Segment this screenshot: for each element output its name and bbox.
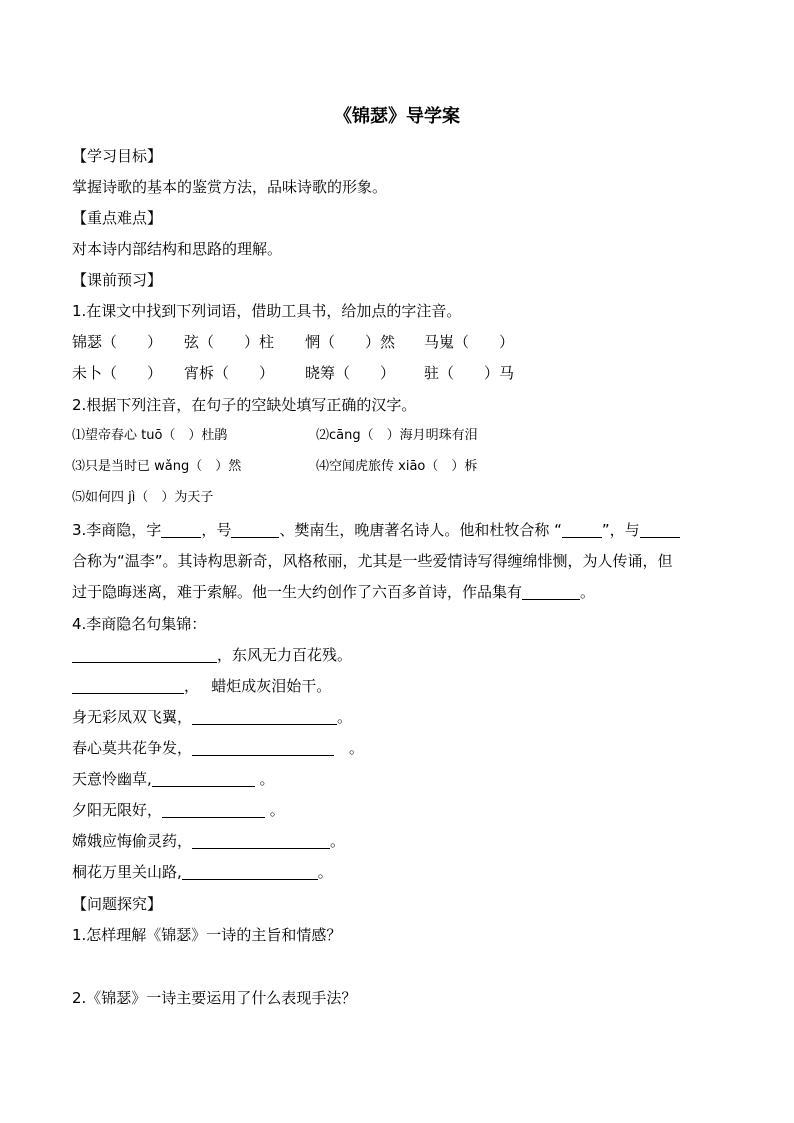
answer-blank[interactable] [192, 708, 337, 725]
quote-text: 夕阳无限好， [72, 801, 163, 819]
quote-text: 桐花万里关山路, [72, 863, 182, 881]
quote-text: 。 [254, 770, 275, 788]
q2-item: ⑶只是当时已 wǎng（ ）然 [72, 459, 242, 474]
q3-text: ，号 [201, 521, 232, 539]
q2-prompt: 2.根据下列注音，在句子的空缺处填写正确的汉字。 [72, 396, 417, 414]
q3-line1 [72, 520, 680, 540]
key-heading: 【重点难点】 [72, 209, 163, 227]
quote-line [72, 645, 352, 665]
quote-line [72, 707, 352, 727]
quote-line [72, 676, 331, 696]
quote-text: 。 [265, 801, 285, 819]
quote-line [72, 831, 345, 851]
q3-text: 3.李商隐，字 [72, 521, 162, 539]
answer-blank[interactable] [152, 770, 255, 787]
inquiry-q1: 1.怎样理解《锦瑟》一诗的主旨和情感？ [72, 926, 342, 944]
preview-heading: 【课前预习】 [72, 271, 163, 289]
quote-text: 天意怜幽草, [72, 770, 152, 788]
answer-blank[interactable] [522, 583, 580, 600]
q1-word: 弦（ ）柱 [184, 333, 275, 351]
q1-word: 宵柝（ ） [184, 364, 275, 382]
q3-text: ”，与 [601, 521, 640, 539]
quote-text: ， 蜡炬成灰泪始干。 [184, 677, 332, 695]
goal-text: 掌握诗歌的基本的鉴赏方法，品味诗歌的形象。 [72, 178, 388, 196]
page-title: 《锦瑟》导学案 [334, 106, 460, 127]
answer-blank[interactable] [562, 521, 602, 538]
quote-text: 。 [330, 832, 346, 850]
q2-item: ⑴望帝春心 tuō（ ）杜鹃 [72, 428, 228, 443]
quote-text: 。 [334, 739, 365, 757]
answer-blank[interactable] [192, 832, 330, 849]
quote-text: ，东风无力百花残。 [217, 646, 353, 664]
quote-text: 。 [317, 863, 333, 881]
q2-item: ⑷空闻虎旅传 xiāo（ ）柝 [316, 459, 478, 474]
q3-text: 。 [580, 583, 596, 601]
quote-text: 。 [337, 708, 353, 726]
q3-line3 [72, 582, 595, 602]
answer-blank[interactable] [192, 739, 334, 756]
answer-blank[interactable] [162, 801, 265, 818]
quote-line [72, 800, 285, 820]
q2-item: ⑵cāng（ ）海月明珠有泪 [316, 428, 478, 443]
quote-text: 春心莫共花争发， [72, 739, 193, 757]
quote-text: 身无彩凤双飞翼， [72, 708, 193, 726]
q1-word: 未卜（ ） [72, 364, 163, 382]
q3-line2: 合称为“温李”。其诗构思新奇，风格秾丽，尤其是一些爱情诗写得缠绵悱恻，为人传诵，但 [72, 552, 673, 570]
key-text: 对本诗内部结构和思路的理解。 [72, 240, 283, 258]
answer-blank[interactable] [161, 521, 201, 538]
quote-line [72, 769, 275, 789]
q1-word: 锦瑟（ ） [72, 333, 163, 351]
q2-item: ⑸如何四 jì（ ）为天子 [72, 490, 214, 505]
quote-line [72, 738, 364, 758]
q3-text: 、樊南生，晚唐著名诗人。他和杜牧合称 “ [279, 521, 562, 539]
goal-heading: 【学习目标】 [72, 147, 163, 165]
q1-word: 驻（ ）马 [424, 364, 515, 382]
q1-word: 惘（ ）然 [305, 333, 396, 351]
q1-word: 晓筹（ ） [305, 364, 396, 382]
q1-prompt: 1.在课文中找到下列词语，借助工具书，给加点的字注音。 [72, 302, 462, 320]
inquiry-heading: 【问题探究】 [72, 895, 163, 913]
answer-blank[interactable] [72, 677, 184, 694]
answer-blank[interactable] [640, 521, 680, 538]
quote-text: 嫦娥应悔偷灵药， [72, 832, 193, 850]
answer-blank[interactable] [182, 863, 318, 880]
q1-word: 马嵬（ ） [424, 333, 515, 351]
q3-text: 过于隐晦迷离，难于索解。他一生大约创作了六百多首诗，作品集有 [72, 583, 523, 601]
answer-blank[interactable] [72, 646, 217, 663]
inquiry-q2: 2.《锦瑟》一诗主要运用了什么表现手法？ [72, 989, 357, 1007]
quote-line [72, 862, 333, 882]
answer-blank[interactable] [231, 521, 279, 538]
q4-prompt: 4.李商隐名句集锦： [72, 615, 207, 633]
